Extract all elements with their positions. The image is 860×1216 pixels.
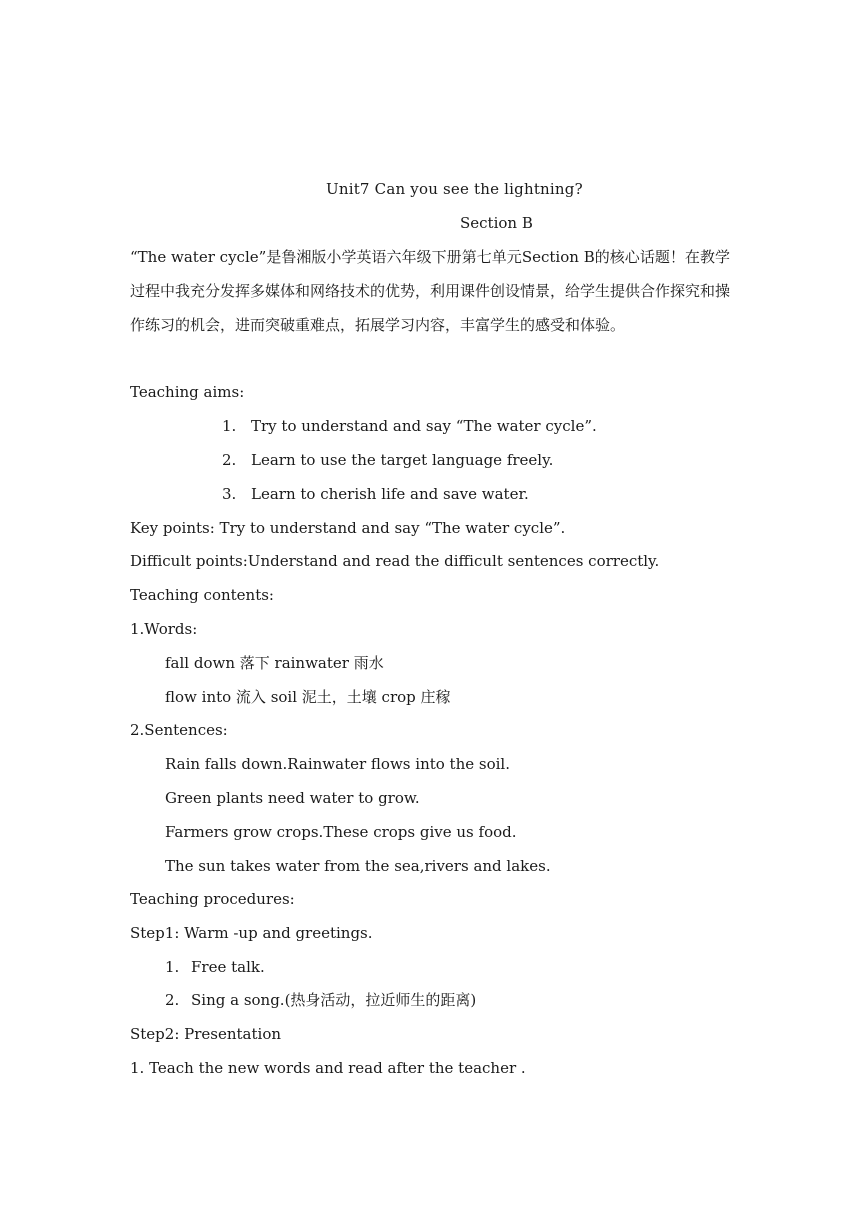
aim-item-text: Try to understand and say “The water cycle”. (251, 417, 597, 435)
sentence-line: Rain falls down.Rainwater flows into the soil. (165, 755, 510, 773)
words-heading: 1.Words: (130, 620, 198, 638)
step-item-number: 1. (165, 958, 180, 976)
step1-heading: Step1: Warm -up and greetings. (130, 924, 373, 942)
difficult-points: Difficult points:Understand and read the difficult sentences correctly. (130, 552, 660, 570)
document-subtitle: Section B (460, 214, 533, 232)
sentence-line: Green plants need water to grow. (165, 789, 420, 807)
aim-item-text: Learn to cherish life and save water. (251, 485, 529, 503)
sentences-heading: 2.Sentences: (130, 721, 228, 739)
step2-line: 1. Teach the new words and read after the teacher . (130, 1059, 526, 1077)
sentence-line: The sun takes water from the sea,rivers and lakes. (165, 857, 551, 875)
teaching-aims-heading: Teaching aims: (130, 383, 245, 401)
key-points: Key points: Try to understand and say “The water cycle”. (130, 519, 566, 537)
step-item-text: Free talk. (191, 958, 265, 976)
words-line: flow into 流入 soil 泥土，土壤 crop 庄稼 (165, 688, 451, 706)
sentence-line: Farmers grow crops.These crops give us food. (165, 823, 517, 841)
aim-item-number: 2. (222, 451, 237, 469)
aim-item-number: 3. (222, 485, 237, 503)
aim-item-number: 1. (222, 417, 237, 435)
procedures-heading: Teaching procedures: (130, 890, 295, 908)
aim-item-text: Learn to use the target language freely. (251, 451, 554, 469)
step-item-number: 2. (165, 991, 180, 1009)
step-item-text: Sing a song.(热身活动，拉近师生的距离) (191, 991, 477, 1009)
intro-paragraph: “The water cycle”是鲁湘版小学英语六年级下册第七单元Section B的核心话题！在教学过程中我充分发挥多媒体和网络技术的优势，利用课件创设情景，给学生提供合作探究和操作练习的机会，进而突破重难点，拓展学习内容，丰富学生的感受和体验。 (130, 248, 731, 334)
step2-heading: Step2: Presentation (130, 1025, 282, 1043)
document-title: Unit7 Can you see the lightning? (326, 180, 583, 198)
words-line: fall down 落下 rainwater 雨水 (165, 654, 384, 672)
teaching-contents-heading: Teaching contents: (130, 586, 274, 604)
